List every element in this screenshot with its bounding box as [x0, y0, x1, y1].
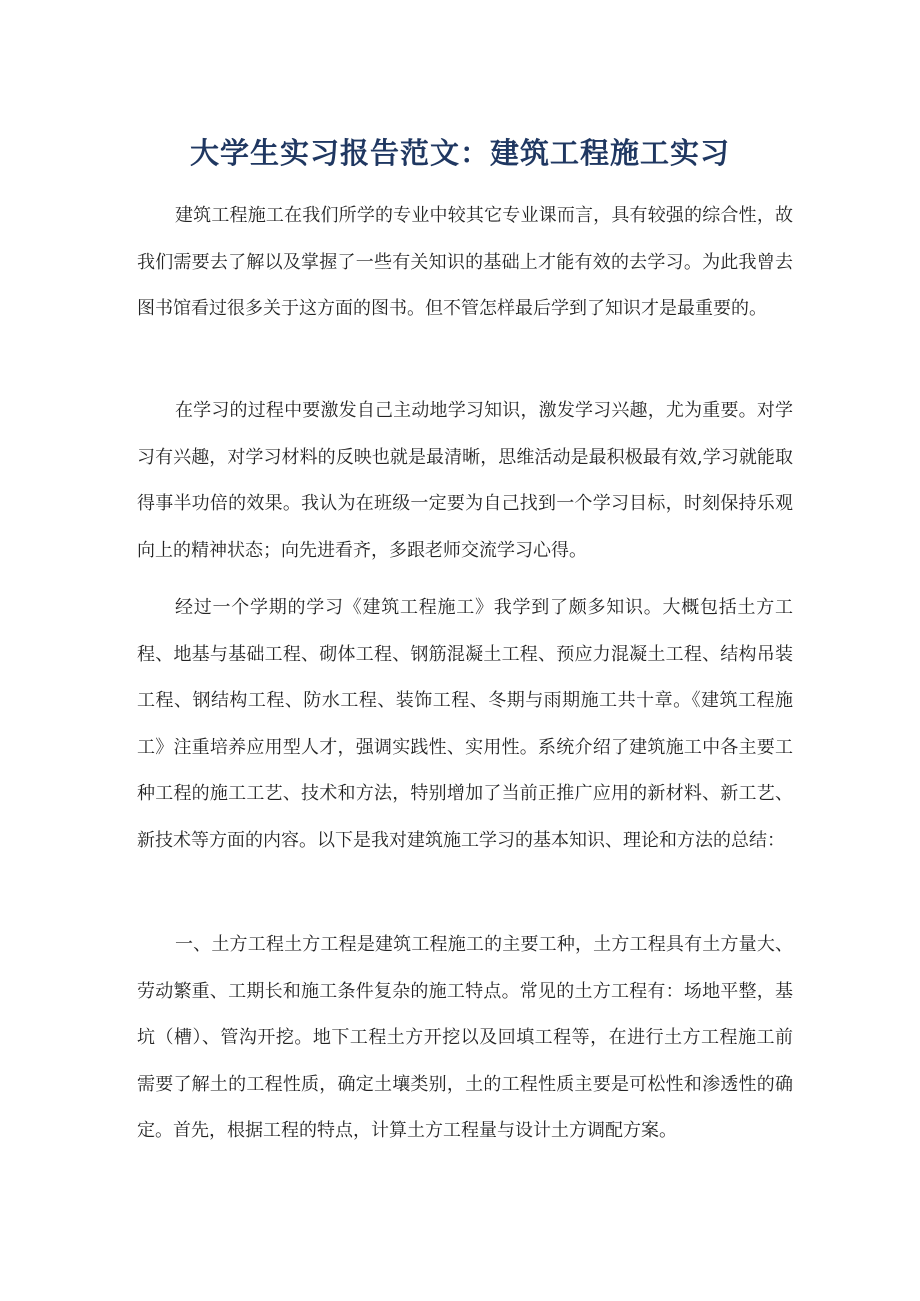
- paragraph-earthwork: 一、土方工程土方工程是建筑工程施工的主要工种，土方工程具有土方量大、劳动繁重、工期长和施工条件复杂的施工特点。常见的土方工程有：场地平整，基坑（槽）、管沟开挖。地下工程土方开挖以及回填工程等，在进行土方工程施工前需要了解土的工程性质，确定土壤类别，土的工程性质主要是可松性和渗透性的确定。首先，根据工程的特点，计算土方工程量与设计土方调配方案。: [137, 934, 793, 1141]
- paragraph-learning-interest: 在学习的过程中要激发自己主动地学习知识，激发学习兴趣，尤为重要。对学习有兴趣，对学习材料的反映也就是最清晰，思维活动是最积极最有效,学习就能取得事半功倍的效果。我认为在班级一定要为自己找到一个学习目标，时刻保持乐观向上的精神状态；向先进看齐，多跟老师交流学习心得。: [137, 400, 793, 561]
- paragraph-course-summary: 经过一个学期的学习《建筑工程施工》我学到了颇多知识。大概包括土方工程、地基与基础工程、砌体工程、钢筋混凝土工程、预应力混凝土工程、结构吊装工程、钢结构工程、防水工程、装饰工程、冬期与雨期施工共十章。《建筑工程施工》注重培养应用型人才，强调实践性、实用性。系统介绍了建筑施工中各主要工种工程的施工工艺、技术和方法，特别增加了当前正推广应用的新材料、新工艺、新技术等方面的内容。以下是我对建筑施工学习的基本知识、理论和方法的总结：: [137, 597, 793, 851]
- paragraph-intro: 建筑工程施工在我们所学的专业中较其它专业课而言，具有较强的综合性，故我们需要去了解以及掌握了一些有关知识的基础上才能有效的去学习。为此我曾去图书馆看过很多关于这方面的图书。但不管怎样最后学到了知识才是最重要的。: [137, 205, 793, 319]
- page-title: 大学生实习报告范文：建筑工程施工实习: [189, 136, 730, 170]
